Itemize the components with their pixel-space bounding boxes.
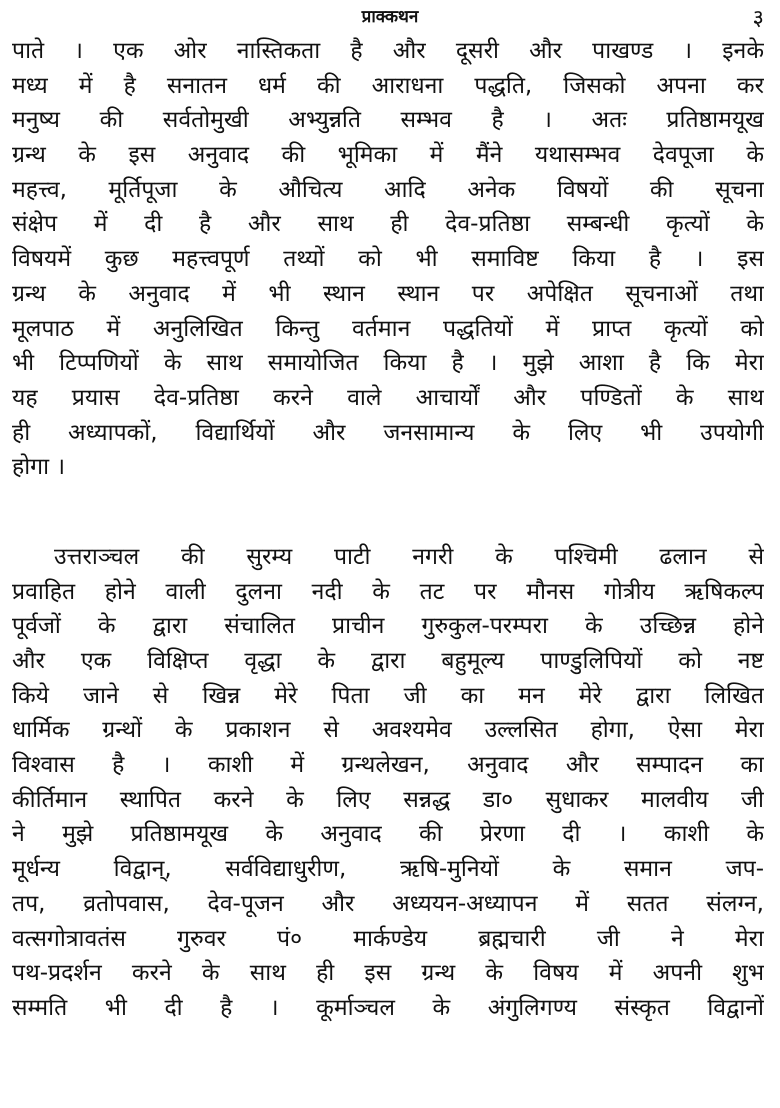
text-line: मध्य में है सनातन धर्म की आराधना पद्धति, जिसको अपना कर <box>12 72 764 99</box>
text-line: भी टिप्पणियों के साथ समायोजित किया है । मुझे आशा है कि मेरा <box>12 350 764 377</box>
text-line: प्रवाहित होने वाली दुलना नदी के तट पर मौनस गोत्रीय ऋषिकल्प <box>12 578 764 605</box>
text-line: पथ-प्रदर्शन करने के साथ ही इस ग्रन्थ के विषय में अपनी शुभ <box>12 960 764 987</box>
text-line: महत्त्व, मूर्तिपूजा के औचित्य आदि अनेक विषयों की सूचना <box>12 176 764 203</box>
running-title: प्राक्कथन <box>361 7 419 27</box>
text-line: कीर्तिमान स्थापित करने के लिए सन्नद्ध डा० सुधाकर मालवीय जी <box>12 786 764 813</box>
text-line: वत्सगोत्रावतंस गुरुवर पं० मार्कण्डेय ब्रह्मचारी जी ने मेरा <box>12 925 764 952</box>
text-line: सम्मति भी दी है । कूर्माञ्चल के अंगुलिगण्य संस्कृत विद्वानों <box>12 994 764 1021</box>
paragraph-gap <box>12 485 764 540</box>
text-line: पूर्वजों के द्वारा संचालित प्राचीन गुरुकुल-परम्परा के उच्छिन्न होने <box>12 613 764 640</box>
page-header <box>0 2 780 31</box>
text-line: किये जाने से खिन्न मेरे पिता जी का मन मेरे द्वारा लिखित <box>12 682 764 709</box>
text-line: पाते । एक ओर नास्तिकता है और दूसरी और पाखण्ड । इनके <box>12 38 764 64</box>
text-line: संक्षेप में दी है और साथ ही देव-प्रतिष्ठा सम्बन्धी कृत्यों के <box>12 211 764 238</box>
paragraph-1 <box>12 34 764 485</box>
text-line: और एक विक्षिप्त वृद्धा के द्वारा बहुमूल्य पाण्डुलिपियों को नष्ट <box>12 648 764 674</box>
text-line: ग्रन्थ के इस अनुवाद की भूमिका में मैंने यथासम्भव देवपूजा के <box>12 142 764 169</box>
text-line: मूर्धन्य विद्वान्, सर्वविद्याधुरीण, ऋषि-मुनियों के समान जप- <box>12 856 764 883</box>
text-line: विषयमें कुछ महत्त्वपूर्ण तथ्यों को भी समाविष्ट किया है । इस <box>12 246 764 273</box>
text-line: मनुष्य की सर्वतोमुखी अभ्युन्नति सम्भव है । अतः प्रतिष्ठामयूख <box>12 107 764 134</box>
page-number: ३ <box>752 6 764 31</box>
text-line: ग्रन्थ के अनुवाद में भी स्थान स्थान पर अपेक्षित सूचनाओं तथा <box>12 280 764 307</box>
text-line: विश्वास है । काशी में ग्रन्थलेखन, अनुवाद और सम्पादन का <box>12 752 764 779</box>
text-line: ने मुझे प्रतिष्ठामयूख के अनुवाद की प्रेरणा दी । काशी के <box>12 821 764 848</box>
text-line: मूलपाठ में अनुलिखित किन्तु वर्तमान पद्धतियों में प्राप्त कृत्यों को <box>12 315 764 342</box>
text-line: उत्तराञ्चल की सुरम्य पाटी नगरी के पश्चिमी ढलान से <box>54 543 764 570</box>
text-line: तप, व्रतोपवास, देव-पूजन और अध्ययन-अध्यापन में सतत संलग्न, <box>12 890 764 917</box>
text-line: यह प्रयास देव-प्रतिष्ठा करने वाले आचार्यों और पण्डितों के साथ <box>12 384 764 411</box>
paragraph-2 <box>12 540 764 1026</box>
text-line: ही अध्यापकों, विद्यार्थियों और जनसामान्य के लिए भी उपयोगी <box>12 419 764 446</box>
text-line: धार्मिक ग्रन्थों के प्रकाशन से अवश्यमेव उल्लसित होगा, ऐसा मेरा <box>12 717 764 744</box>
text-line: होगा । <box>12 454 66 481</box>
page-body <box>12 34 764 1026</box>
